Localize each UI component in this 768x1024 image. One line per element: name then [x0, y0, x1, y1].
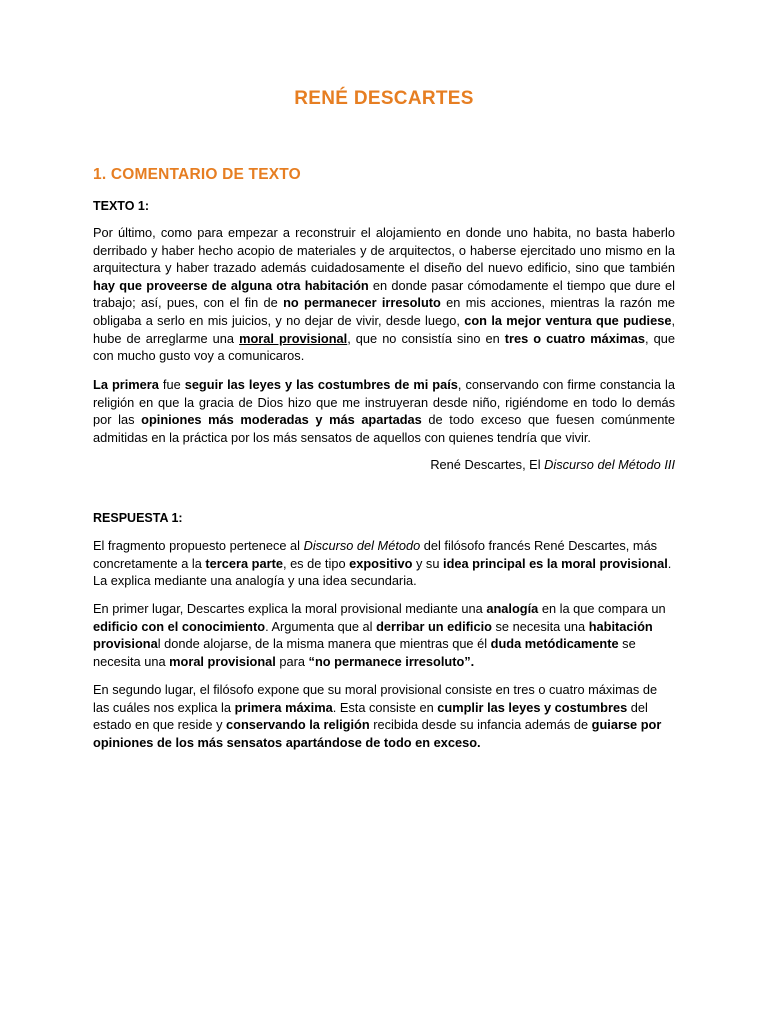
texto-label: TEXTO 1:: [93, 199, 150, 213]
respuesta-paragraph-2: En primer lugar, Descartes explica la moral provisional mediante una analogía en la que compara un edificio con el conocimiento. Argumenta que al derribar un edificio se necesita una habitación provisional donde alojarse, de la misma manera que mientras que él duda metódicamente se necesita una moral provisional para “no permanece irresoluto”.: [93, 601, 666, 669]
respuesta-label: RESPUESTA 1:: [93, 511, 183, 525]
texto-paragraph-1: Por último, como para empezar a reconstruir el alojamiento en donde uno habita, no basta haberlo derribado y haber hecho acopio de materiales y de arquitectos, o haberse ejercitado uno mismo en la arquitectura y haber trazado además cuidadosamente el diseño del nuevo edificio, sino que también hay que proveerse de alguna otra habitación en donde pasar cómodamente el tiempo que dure el trabajo; así, pues, con el fin de no permanecer irresoluto en mis acciones, mientras la razón me obligaba a serlo en mis juicios, y no dejar de vivir, desde luego, con la mejor ventura que pudiese, hube de arreglarme una moral provisional, que no consistía sino en tres o cuatro máximas, que con mucho gusto voy a comunicaros.: [93, 225, 675, 364]
texto-paragraph-2: La primera fue seguir las leyes y las costumbres de mi país, conservando con firme constancia la religión en que la gracia de Dios hizo que me instruyeran desde niño, rigiéndome en todo lo demás por las opiniones más moderadas y más apartadas de todo exceso que fuesen comúnmente admitidas en la práctica por los más sensatos de aquellos con quienes tendría que vivir.: [93, 377, 675, 445]
respuesta-paragraph-1: El fragmento propuesto pertenece al Discurso del Método del filósofo francés René Descartes, más concretamente a la tercera parte, es de tipo expositivo y su idea principal es la moral provisional. La explica mediante una analogía y una idea secundaria.: [93, 538, 672, 589]
citation: René Descartes, El Discurso del Método III: [430, 457, 675, 472]
section-heading: 1. COMENTARIO DE TEXTO: [93, 166, 301, 183]
page-title: RENÉ DESCARTES: [294, 88, 474, 109]
respuesta-paragraph-3: En segundo lugar, el filósofo expone que su moral provisional consiste en tres o cuatro máximas de las cuáles nos explica la primera máxima. Esta consiste en cumplir las leyes y costumbres del estado en que reside y conservando la religión recibida desde su infancia además de guiarse por opiniones de los más sensatos apartándose de todo en exceso.: [93, 682, 662, 750]
